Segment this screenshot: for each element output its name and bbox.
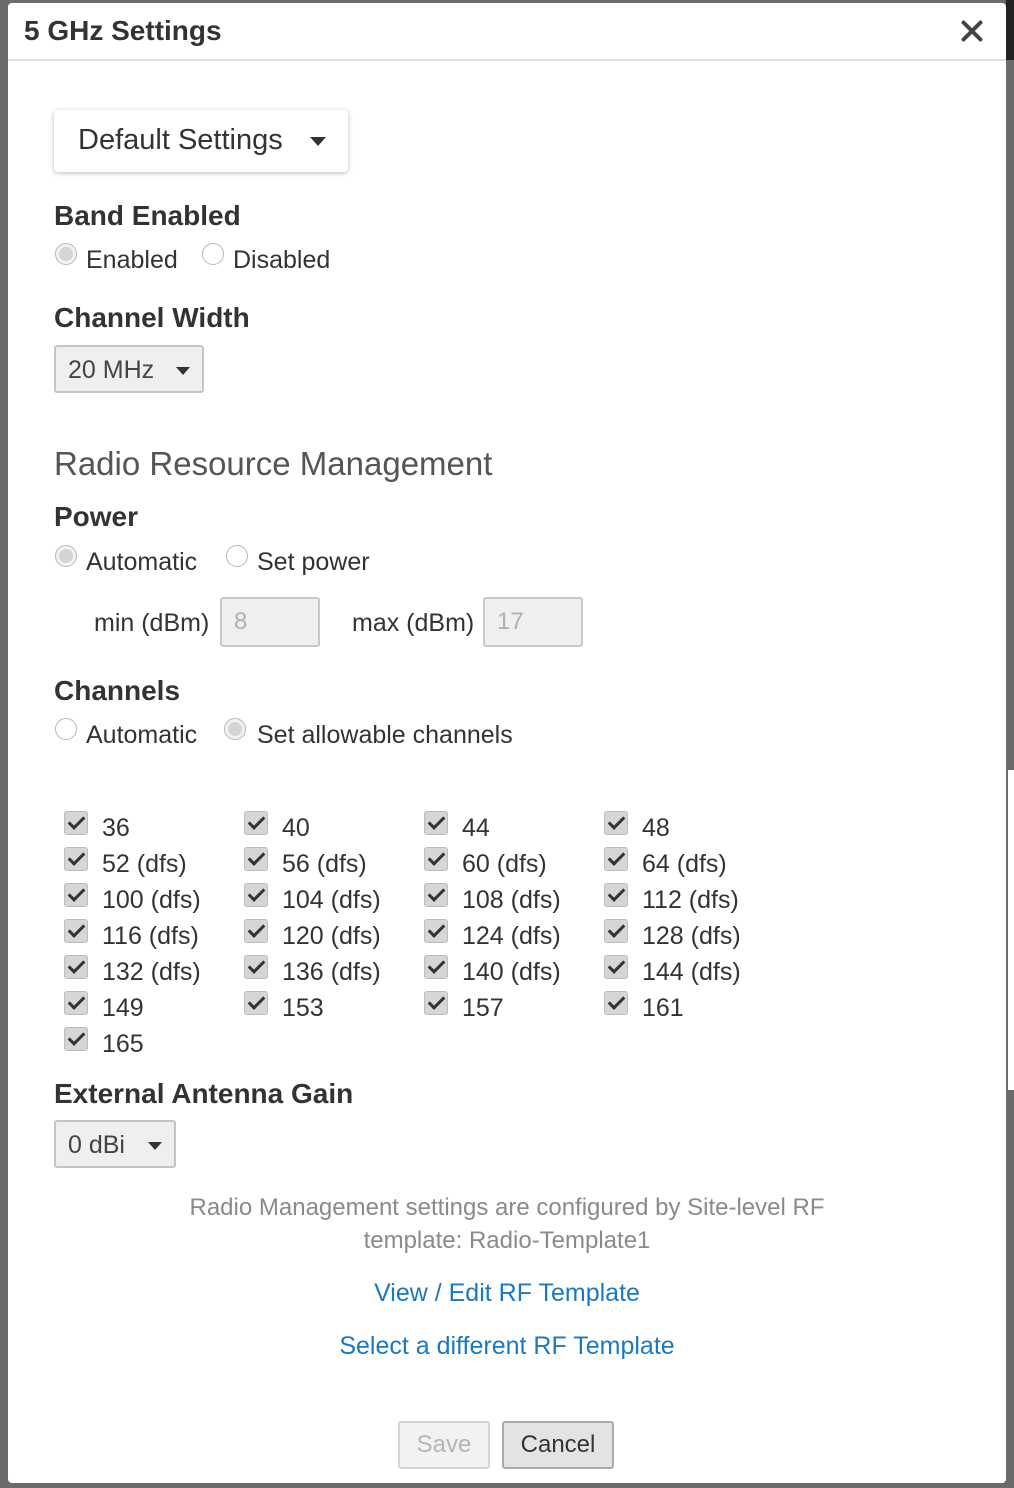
channel-checkbox[interactable] — [424, 847, 448, 871]
power-automatic-radio[interactable] — [55, 545, 77, 567]
channel-checkbox-label: 136 (dfs) — [282, 958, 381, 986]
channel-checkbox-label: 36 — [102, 814, 130, 842]
channel-width-value: 20 MHz — [68, 356, 155, 384]
channel-checkbox-label: 108 (dfs) — [462, 886, 561, 914]
rf-template-info-line1: Radio Management settings are configured by Site-level RF — [189, 1194, 825, 1221]
channel-checkbox[interactable] — [424, 955, 448, 979]
modal-title: 5 GHz Settings — [24, 15, 222, 46]
channel-checkbox[interactable] — [244, 955, 268, 979]
chevron-down-icon — [310, 137, 326, 146]
channels-label: Channels — [54, 675, 181, 706]
channel-checkbox-label: 128 (dfs) — [642, 922, 741, 950]
rf-template-info — [8, 1191, 1006, 1257]
channel-checkbox-label: 165 — [102, 1030, 144, 1058]
power-min-label: min (dBm) — [94, 609, 210, 637]
settings-profile-dropdown[interactable] — [54, 110, 348, 172]
select-different-rf-template-link[interactable]: Select a different RF Template — [339, 1332, 675, 1360]
channel-checkbox-label: 44 — [462, 814, 490, 842]
channel-checkbox[interactable] — [244, 919, 268, 943]
channels-automatic-radio-label: Automatic — [86, 721, 198, 749]
channel-checkbox-label: 56 (dfs) — [282, 850, 367, 878]
channel-checkbox[interactable] — [604, 847, 628, 871]
power-set-radio-label: Set power — [257, 548, 370, 576]
power-max-label: max (dBm) — [352, 609, 475, 637]
channel-checkbox[interactable] — [604, 991, 628, 1015]
band-disabled-radio[interactable] — [202, 243, 224, 265]
channel-checkbox-label: 104 (dfs) — [282, 886, 381, 914]
channel-checkbox[interactable] — [424, 883, 448, 907]
channel-checkbox-label: 116 (dfs) — [102, 922, 199, 950]
channel-checkbox[interactable] — [244, 811, 268, 835]
channel-checkbox-label: 153 — [282, 994, 324, 1022]
channel-checkbox-label: 140 (dfs) — [462, 958, 561, 986]
band-enabled-label: Band Enabled — [54, 200, 241, 231]
channel-checkbox[interactable] — [604, 955, 628, 979]
settings-profile-label: Default Settings — [78, 124, 283, 156]
settings-modal — [8, 3, 1006, 1483]
channel-width-select[interactable] — [54, 345, 204, 393]
power-set-radio[interactable] — [226, 545, 248, 567]
channels-set-allowable-radio-label: Set allowable channels — [257, 721, 513, 749]
channel-checkbox[interactable] — [424, 811, 448, 835]
channel-checkbox[interactable] — [64, 811, 88, 835]
channel-checkbox-label: 161 — [642, 994, 684, 1022]
channel-checkbox[interactable] — [424, 919, 448, 943]
channel-checkbox-label: 48 — [642, 814, 670, 842]
channel-checkbox[interactable] — [244, 847, 268, 871]
band-enabled-radio-label: Enabled — [86, 246, 178, 274]
channel-checkbox-label: 60 (dfs) — [462, 850, 547, 878]
close-icon[interactable] — [958, 17, 986, 45]
chevron-down-icon — [176, 367, 190, 375]
antenna-gain-label: External Antenna Gain — [54, 1078, 354, 1109]
channel-checkbox[interactable] — [64, 919, 88, 943]
channels-set-allowable-radio[interactable] — [224, 718, 246, 740]
chevron-down-icon — [148, 1142, 162, 1150]
channel-checkbox[interactable] — [604, 919, 628, 943]
band-disabled-radio-label: Disabled — [233, 246, 331, 274]
rrm-heading: Radio Resource Management — [54, 445, 493, 482]
channel-checkbox[interactable] — [64, 847, 88, 871]
channel-checkbox-label: 149 — [102, 994, 144, 1022]
view-edit-rf-template-link[interactable]: View / Edit RF Template — [374, 1279, 640, 1307]
background-edge — [1006, 0, 1014, 60]
channel-checkbox-label: 64 (dfs) — [642, 850, 727, 878]
power-max-input[interactable] — [483, 597, 583, 647]
channel-checkbox-label: 157 — [462, 994, 504, 1022]
channel-checkbox-label: 52 (dfs) — [102, 850, 187, 878]
background-edge — [1008, 770, 1014, 1090]
channel-checkbox[interactable] — [424, 991, 448, 1015]
channel-checkbox[interactable] — [604, 811, 628, 835]
channel-width-label: Channel Width — [54, 302, 250, 333]
save-button[interactable]: Save — [398, 1421, 490, 1469]
channel-checkbox[interactable] — [64, 991, 88, 1015]
channel-checkbox-label: 144 (dfs) — [642, 958, 741, 986]
rf-template-info-line2: template: Radio-Template1 — [363, 1227, 651, 1254]
channel-checkbox[interactable] — [64, 883, 88, 907]
channel-checkbox-label: 124 (dfs) — [462, 922, 561, 950]
band-enabled-radio[interactable] — [55, 243, 77, 265]
channel-checkbox[interactable] — [604, 883, 628, 907]
power-automatic-radio-label: Automatic — [86, 548, 198, 576]
channel-checkbox-label: 132 (dfs) — [102, 958, 201, 986]
channel-checkbox-label: 112 (dfs) — [642, 886, 739, 914]
power-min-input[interactable] — [220, 597, 320, 647]
channel-checkbox[interactable] — [64, 955, 88, 979]
channel-checkbox[interactable] — [244, 991, 268, 1015]
power-label: Power — [54, 501, 139, 532]
channel-checkbox[interactable] — [64, 1027, 88, 1051]
antenna-gain-value: 0 dBi — [68, 1131, 125, 1159]
channel-checkbox-label: 120 (dfs) — [282, 922, 381, 950]
channel-checkbox-label: 100 (dfs) — [102, 886, 201, 914]
channels-automatic-radio[interactable] — [55, 718, 77, 740]
channel-checkbox-label: 40 — [282, 814, 310, 842]
antenna-gain-select[interactable] — [54, 1120, 176, 1168]
modal-header — [8, 3, 1006, 61]
cancel-button[interactable]: Cancel — [502, 1421, 614, 1469]
channel-checkbox[interactable] — [244, 883, 268, 907]
